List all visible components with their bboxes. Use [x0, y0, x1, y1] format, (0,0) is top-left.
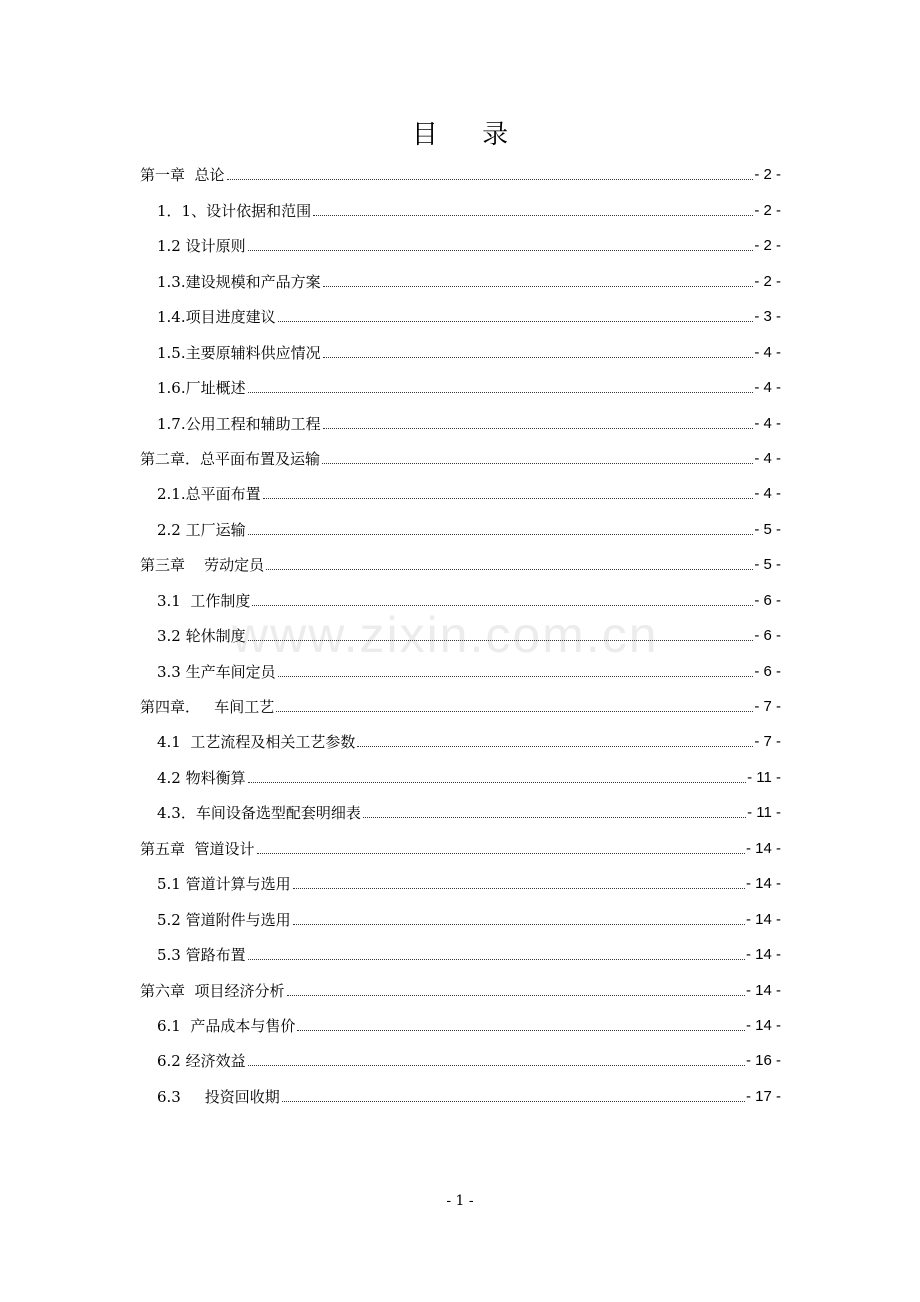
toc-entry-label: 4.1 工艺流程及相关工艺参数	[157, 733, 356, 752]
toc-entry-page-number: - 14 -	[745, 1016, 781, 1034]
toc-dot-leader	[357, 746, 753, 747]
toc-entry-label: 5.3 管路布置	[157, 946, 246, 965]
toc-dot-leader	[248, 959, 745, 960]
toc-section-entry[interactable]	[140, 865, 781, 900]
toc-entry-label: 3.1 工作制度	[157, 591, 251, 610]
toc-dot-leader	[227, 179, 754, 180]
toc-entry-label: 第二章．总平面布置及运输	[140, 449, 321, 468]
watermark: www.zixin.com.cn	[232, 607, 659, 663]
toc-entry-label: 第三章 劳动定员	[140, 556, 265, 575]
toc-section-entry[interactable]	[140, 1077, 781, 1112]
toc-dot-leader	[276, 711, 753, 712]
page-title: 目 录	[411, 120, 527, 150]
toc-section-entry[interactable]	[140, 723, 781, 758]
toc-entry-page-number: - 16 -	[745, 1052, 781, 1070]
toc-entry-label: 1.2 设计原则	[157, 237, 246, 256]
toc-section-entry[interactable]	[140, 652, 781, 687]
toc-chapter-entry[interactable]	[140, 440, 781, 475]
toc-dot-leader	[263, 498, 754, 499]
toc-dot-leader	[248, 250, 754, 251]
toc-entry-label: 第四章． 车间工艺	[140, 698, 275, 716]
toc-section-entry[interactable]	[140, 758, 781, 793]
toc-entry-page-number: - 14 -	[745, 946, 781, 964]
toc-dot-leader	[248, 1065, 745, 1066]
toc-entry-page-number: - 7 -	[754, 698, 781, 715]
toc-section-entry[interactable]	[140, 1042, 781, 1077]
toc-entry-page-number: - 7 -	[754, 733, 781, 751]
toc-section-entry[interactable]	[140, 262, 781, 297]
toc-entry-page-number: - 2 -	[754, 272, 781, 290]
toc-entry-page-number: - 14 -	[745, 910, 781, 928]
toc-dot-leader	[287, 995, 745, 996]
toc-section-entry[interactable]	[140, 1007, 781, 1042]
toc-entry-page-number: - 14 -	[745, 981, 781, 999]
toc-dot-leader	[248, 534, 754, 535]
toc-section-entry[interactable]	[140, 404, 781, 439]
toc-dot-leader	[322, 463, 753, 464]
toc-dot-leader	[297, 1030, 745, 1031]
toc-entry-page-number: - 6 -	[754, 627, 781, 645]
page-number: - 1 -	[446, 1193, 474, 1209]
toc-dot-leader	[248, 392, 754, 393]
toc-entry-page-number: - 2 -	[754, 201, 781, 219]
toc-dot-leader	[248, 782, 746, 783]
toc-entry-page-number: - 5 -	[754, 520, 781, 538]
toc-dot-leader	[323, 286, 754, 287]
toc-dot-leader	[278, 676, 754, 677]
toc-dot-leader	[266, 569, 753, 570]
toc-entry-label: 2.2 工厂运输	[157, 520, 246, 539]
toc-entry-page-number: - 11 -	[747, 768, 781, 786]
toc-entry-page-number: - 3 -	[754, 308, 781, 326]
toc-entry-label: 1.4.项目进度建议	[157, 308, 276, 327]
toc-entry-label: 3.3 生产车间定员	[157, 662, 276, 681]
toc-section-entry[interactable]	[140, 900, 781, 935]
toc-entry-page-number: - 5 -	[754, 556, 781, 574]
toc-dot-leader	[363, 817, 746, 818]
toc-entry-label: 1.7.公用工程和辅助工程	[157, 414, 321, 433]
toc-entry-page-number: - 4 -	[754, 449, 781, 467]
toc-entry-label: 6.3 投资回收期	[157, 1087, 280, 1106]
toc-section-entry[interactable]	[140, 510, 781, 545]
toc-section-entry[interactable]	[140, 936, 781, 971]
toc-chapter-entry[interactable]	[140, 688, 781, 723]
toc-section-entry[interactable]	[140, 298, 781, 333]
toc-entry-label: 4.3．车间设备选型配套明细表	[157, 804, 361, 823]
toc-entry-label: 第五章 管道设计	[140, 839, 255, 858]
toc-entry-label: 3.2 轮休制度	[157, 627, 246, 646]
toc-entry-page-number: - 4 -	[754, 414, 781, 432]
toc-section-entry[interactable]	[140, 191, 781, 226]
toc-section-entry[interactable]	[140, 475, 781, 510]
toc-entry-label: 4.2 物料衡算	[157, 768, 246, 787]
toc-entry-page-number: - 4 -	[754, 379, 781, 397]
toc-dot-leader	[293, 888, 745, 889]
toc-entry-page-number: - 17 -	[745, 1087, 781, 1105]
toc-dot-leader	[323, 357, 754, 358]
toc-section-entry[interactable]	[140, 617, 781, 652]
toc-entry-label: 1.3.建设规模和产品方案	[157, 272, 321, 291]
toc-entry-page-number: - 2 -	[754, 237, 781, 255]
toc-dot-leader	[323, 428, 754, 429]
toc-entry-label: 6.2 经济效益	[157, 1052, 246, 1071]
toc-section-entry[interactable]	[140, 227, 781, 262]
toc-entry-label: 5.2 管道附件与选用	[157, 910, 291, 929]
toc-dot-leader	[252, 605, 753, 606]
toc-entry-page-number: - 11 -	[747, 804, 781, 822]
toc-chapter-entry[interactable]	[140, 829, 781, 864]
toc-entry-label: 2.1.总平面布置	[157, 485, 261, 504]
toc-entry-label: 6.1 产品成本与售价	[157, 1016, 296, 1035]
toc-entry-page-number: - 2 -	[754, 166, 781, 184]
toc-entry-label: 1．1、设计依据和范围	[157, 201, 312, 220]
table-of-contents	[140, 156, 781, 1113]
toc-dot-leader	[257, 853, 745, 854]
toc-entry-page-number: - 14 -	[745, 875, 781, 893]
toc-entry-label: 第一章 总论	[140, 166, 225, 185]
toc-dot-leader	[282, 1101, 745, 1102]
toc-entry-page-number: - 4 -	[754, 343, 781, 361]
toc-entry-label: 1.6.厂址概述	[157, 379, 246, 398]
toc-chapter-entry[interactable]	[140, 971, 781, 1006]
toc-chapter-entry[interactable]	[140, 546, 781, 581]
toc-entry-page-number: - 6 -	[754, 591, 781, 609]
toc-entry-label: 1.5.主要原辅料供应情况	[157, 343, 321, 362]
toc-chapter-entry[interactable]	[140, 156, 781, 191]
toc-entry-label: 5.1 管道计算与选用	[157, 875, 291, 894]
toc-dot-leader	[293, 924, 745, 925]
toc-dot-leader	[313, 215, 753, 216]
toc-dot-leader	[248, 640, 754, 641]
toc-entry-label: 第六章 项目经济分析	[140, 981, 285, 1000]
toc-entry-page-number: - 6 -	[754, 662, 781, 680]
toc-section-entry[interactable]	[140, 794, 781, 829]
toc-entry-page-number: - 14 -	[745, 839, 781, 857]
toc-section-entry[interactable]	[140, 581, 781, 616]
toc-dot-leader	[278, 321, 754, 322]
toc-section-entry[interactable]	[140, 369, 781, 404]
toc-entry-page-number: - 4 -	[754, 485, 781, 503]
toc-section-entry[interactable]	[140, 333, 781, 368]
